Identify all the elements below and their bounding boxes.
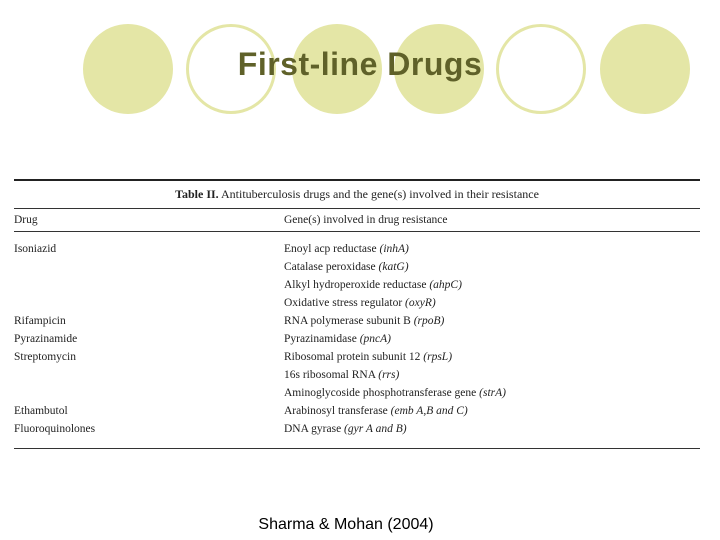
table-bottom-rule <box>14 448 700 449</box>
table-row <box>14 312 700 330</box>
gene-abbreviation: (rrs) <box>378 369 400 381</box>
table-row <box>14 384 700 402</box>
drug-cell <box>14 294 284 312</box>
gene-name: Arabinosyl transferase <box>284 405 388 417</box>
table-row <box>14 330 700 348</box>
gene-abbreviation: (ahpC) <box>429 279 462 291</box>
table-row <box>14 276 700 294</box>
gene-abbreviation: (rpoB) <box>413 315 445 327</box>
gene-cell <box>284 240 700 258</box>
gene-cell <box>284 384 700 402</box>
gene-cell <box>284 420 700 438</box>
gene-cell <box>284 294 700 312</box>
gene-abbreviation: (emb A,B and C) <box>390 405 468 417</box>
gene-abbreviation: (pncA) <box>359 333 391 345</box>
citation: Sharma & Mohan (2004) <box>258 516 434 533</box>
gene-abbreviation: (gyr A and B) <box>344 423 407 435</box>
table-row <box>14 420 700 438</box>
table-row <box>14 366 700 384</box>
drug-cell: Streptomycin <box>14 351 76 363</box>
gene-name: 16s ribosomal RNA <box>284 369 376 381</box>
gene-cell <box>284 312 700 330</box>
gene-name: RNA polymerase subunit B <box>284 315 411 327</box>
table-body <box>14 209 700 438</box>
gene-name: Ribosomal protein subunit 12 <box>284 351 421 363</box>
drug-cell: Pyrazinamide <box>14 333 78 345</box>
drug-resistance-table <box>14 179 700 449</box>
table-caption-label: Table II. <box>175 187 219 201</box>
gene-name: Catalase peroxidase <box>284 261 376 273</box>
gene-name: Enoyl acp reductase <box>284 243 377 255</box>
gene-cell <box>284 330 700 348</box>
table-row <box>14 294 700 312</box>
gene-abbreviation: (inhA) <box>379 243 409 255</box>
column-header-drug: Drug <box>14 214 38 226</box>
gene-name: Alkyl hydroperoxide reductase <box>284 279 427 291</box>
table-row <box>14 240 700 258</box>
gene-name: DNA gyrase <box>284 423 342 435</box>
column-header-genes: Gene(s) involved in drug resistance <box>284 214 448 226</box>
gene-abbreviation: (katG) <box>378 261 409 273</box>
drug-cell: Rifampicin <box>14 315 66 327</box>
table-header-row <box>14 209 700 232</box>
gene-abbreviation: (oxyR) <box>405 297 436 309</box>
drug-cell: Fluoroquinolones <box>14 423 96 435</box>
table-caption <box>14 181 700 208</box>
drug-cell: Isoniazid <box>14 243 57 255</box>
drug-cell <box>14 258 284 276</box>
gene-abbreviation: (strA) <box>479 387 506 399</box>
gene-name: Oxidative stress regulator <box>284 297 403 309</box>
gene-cell <box>284 366 700 384</box>
gene-name: Aminoglycoside phosphotransferase gene <box>284 387 477 399</box>
gene-name: Pyrazinamidase <box>284 333 357 345</box>
header-rule <box>14 232 700 241</box>
drug-cell <box>14 384 284 402</box>
gene-cell <box>284 276 700 294</box>
table-caption-text: Antituberculosis drugs and the gene(s) involved in their resistance <box>221 187 539 201</box>
gene-cell <box>284 402 700 420</box>
slide-title: First-line Drugs <box>237 46 483 82</box>
drug-cell: Ethambutol <box>14 405 68 417</box>
gene-cell <box>284 348 700 366</box>
drug-cell <box>14 366 284 384</box>
table-row <box>14 348 700 366</box>
table-row <box>14 258 700 276</box>
gene-cell <box>284 258 700 276</box>
table-row <box>14 402 700 420</box>
drug-cell <box>14 276 284 294</box>
gene-abbreviation: (rpsL) <box>423 351 453 363</box>
